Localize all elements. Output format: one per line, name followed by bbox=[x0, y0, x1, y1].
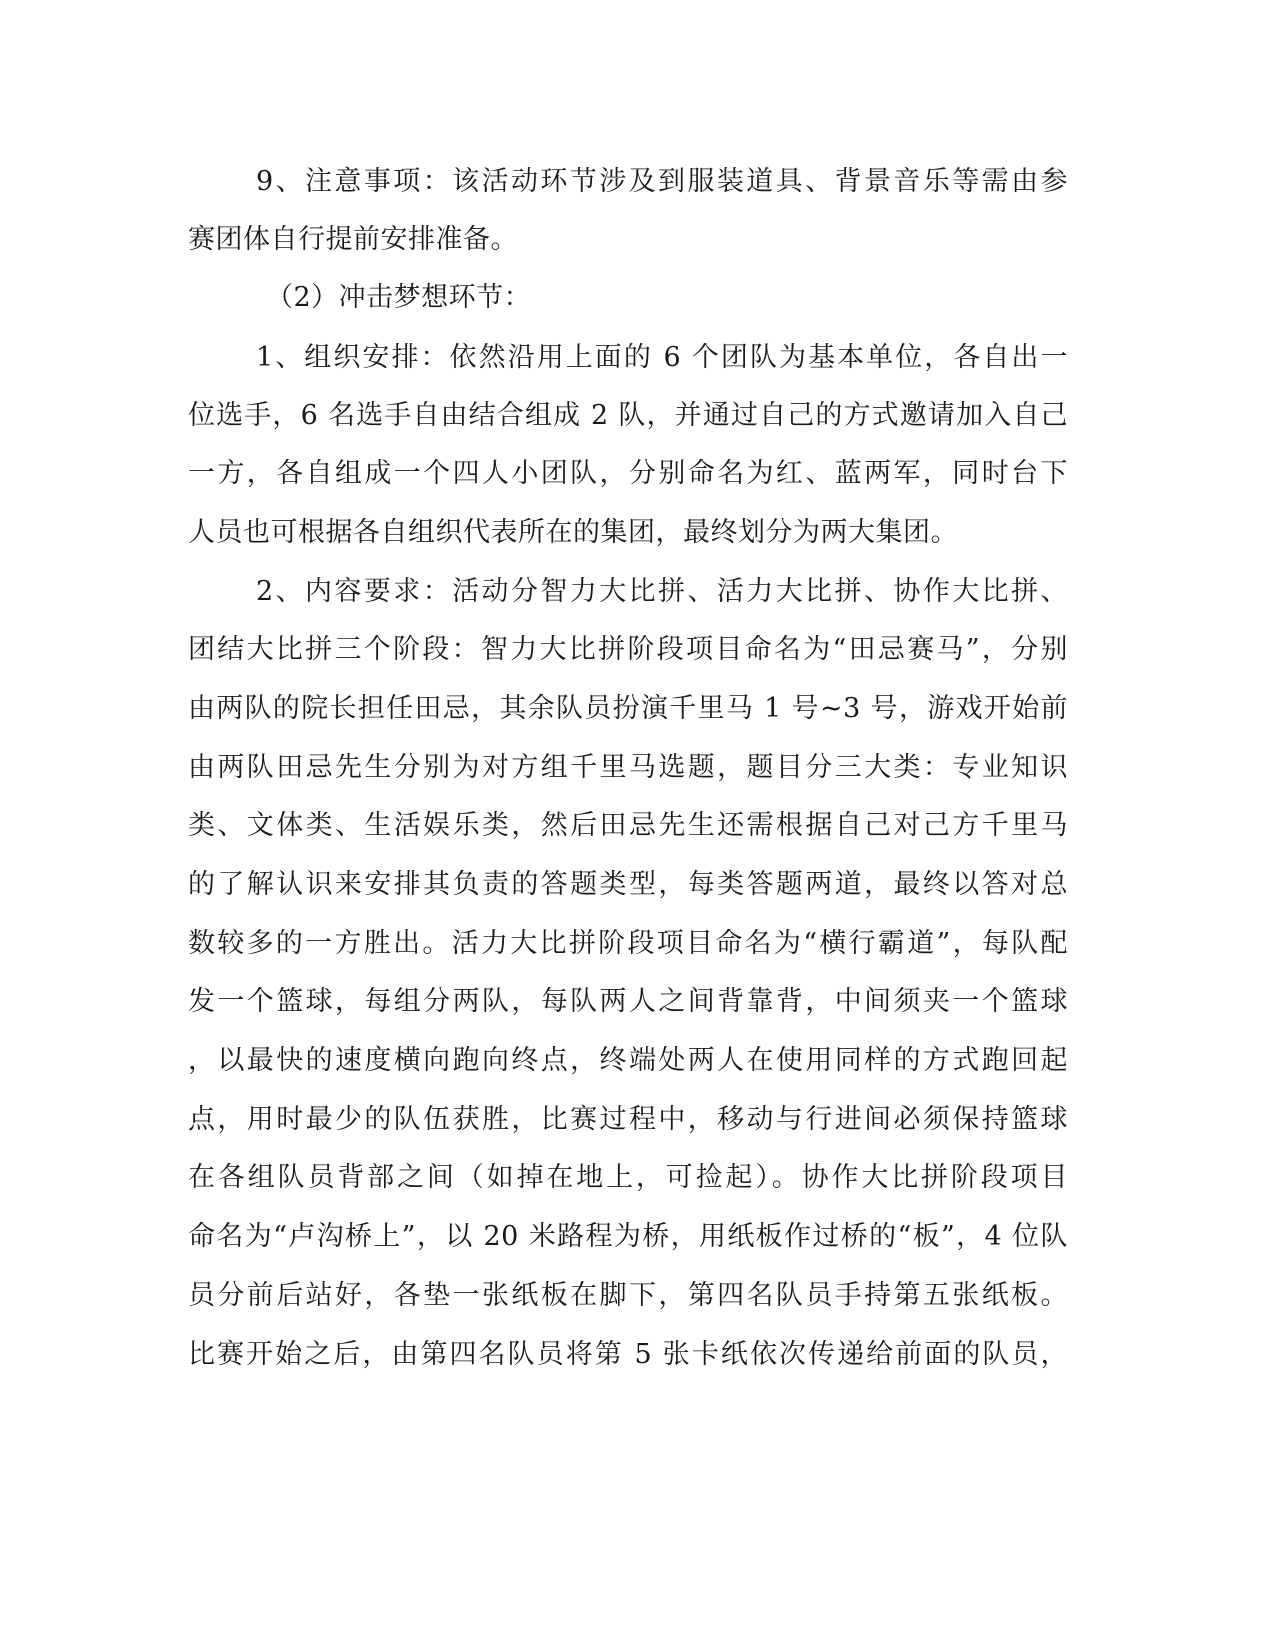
paragraph-9-line-1: 9、注意事项：该活动环节涉及到服装道具、背景音乐等需由参 bbox=[256, 166, 1068, 197]
paragraph-2-line-3: 由两队的院长担任田忌，其余队员扮演千里马 1 号~3 号，游戏开始前 bbox=[188, 693, 1068, 724]
paragraph-2-line-1: 2、内容要求：活动分智力大比拼、活力大比拼、协作大比拼、 bbox=[256, 576, 1068, 607]
paragraph-2-line-12: 命名为“卢沟桥上”，以 20 米路程为桥，用纸板作过桥的“板”，4 位队 bbox=[188, 1221, 1068, 1252]
paragraph-1-line-1: 1、组织安排：依然沿用上面的 6 个团队为基本单位，各自出一 bbox=[256, 342, 1068, 373]
paragraph-2-line-10: 点，用时最少的队伍获胜，比赛过程中，移动与行进间必须保持篮球 bbox=[188, 1104, 1068, 1135]
paragraph-2-line-8: 发一个篮球，每组分两队，每队两人之间背靠背，中间须夹一个篮球 bbox=[188, 986, 1068, 1017]
paragraph-1-line-3: 一方，各自组成一个四人小团队，分别命名为红、蓝两军，同时台下 bbox=[188, 458, 1068, 489]
paragraph-1-line-2: 位选手，6 名选手自由结合组成 2 队，并通过自己的方式邀请加入自己 bbox=[188, 400, 1068, 431]
paragraph-2-line-7: 数较多的一方胜出。活力大比拼阶段项目命名为“横行霸道”，每队配 bbox=[188, 928, 1068, 959]
paragraph-2-line-13: 员分前后站好，各垫一张纸板在脚下，第四名队员手持第五张纸板。 bbox=[188, 1280, 1068, 1311]
paragraph-2-line-14: 比赛开始之后，由第四名队员将第 5 张卡纸依次传递给前面的队员， bbox=[188, 1339, 1068, 1370]
paragraph-9-line-2: 赛团体自行提前安排准备。 bbox=[188, 224, 518, 255]
paragraph-2-line-2: 团结大比拼三个阶段：智力大比拼阶段项目命名为“田忌赛马”，分别 bbox=[188, 634, 1068, 665]
paragraph-2-line-6: 的了解认识来安排其负责的答题类型，每类答题两道，最终以答对总 bbox=[188, 869, 1068, 900]
paragraph-2-line-4: 由两队田忌先生分别为对方组千里马选题，题目分三大类：专业知识 bbox=[188, 752, 1068, 783]
paragraph-2-line-5: 类、文体类、生活娱乐类，然后田忌先生还需根据自己对己方千里马 bbox=[188, 810, 1068, 841]
paragraph-1-line-4: 人员也可根据各自组织代表所在的集团，最终划分为两大集团。 bbox=[188, 517, 958, 548]
paragraph-2-line-9: ，以最快的速度横向跑向终点，终端处两人在使用同样的方式跑回起 bbox=[188, 1045, 1068, 1076]
section-heading: （2）冲击梦想环节： bbox=[266, 282, 532, 313]
paragraph-2-line-11: 在各组队员背部之间（如掉在地上，可捡起）。协作大比拼阶段项目 bbox=[188, 1162, 1068, 1193]
